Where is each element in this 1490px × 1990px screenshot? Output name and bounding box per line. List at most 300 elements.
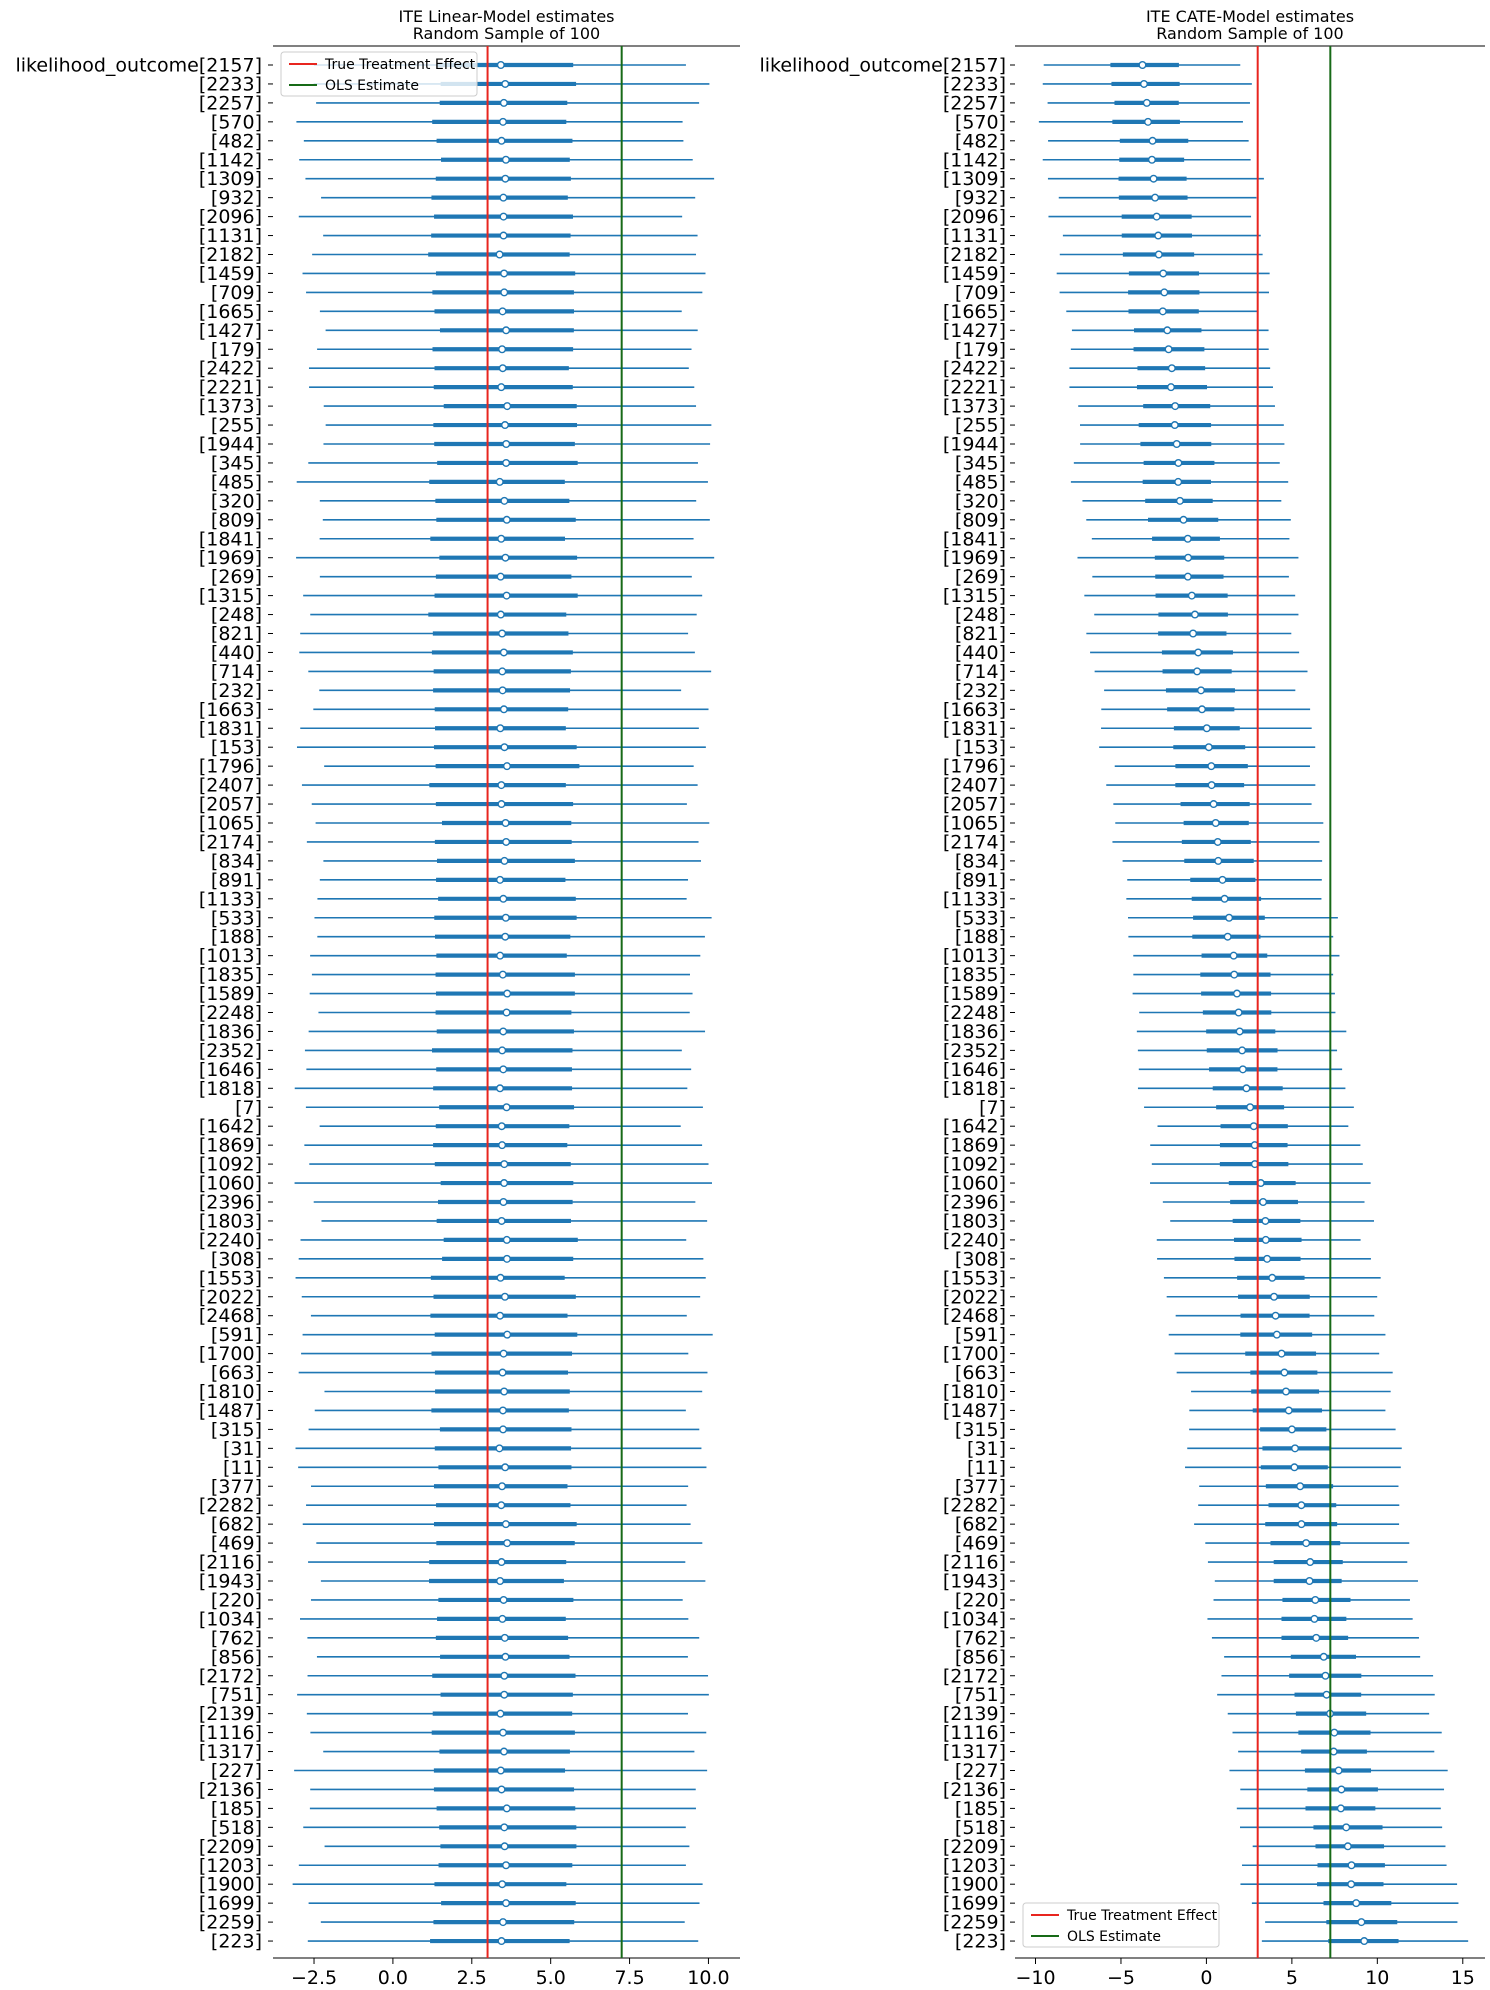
point-estimate <box>1208 763 1215 770</box>
y-tick-label: [2233] <box>198 73 262 96</box>
point-estimate <box>501 1824 508 1831</box>
point-estimate <box>503 441 510 448</box>
point-estimate <box>500 1028 507 1035</box>
point-estimate <box>498 801 505 808</box>
point-estimate <box>1224 933 1231 940</box>
y-tick-label: [1699] <box>198 1892 262 1915</box>
y-tick-label: [663] <box>954 1362 1006 1385</box>
y-tick-label: [1869] <box>198 1134 262 1157</box>
y-tick-label: [834] <box>210 850 262 873</box>
y-tick-label: [2221] <box>942 376 1006 399</box>
point-estimate <box>499 365 506 372</box>
point-estimate <box>1143 100 1150 107</box>
y-tick-label: [821] <box>210 623 262 645</box>
point-estimate <box>1190 630 1197 637</box>
y-tick-label: [2172] <box>198 1665 262 1688</box>
legend <box>1023 1903 1219 1947</box>
linear-model-panel <box>15 7 740 1989</box>
point-estimate <box>500 213 507 220</box>
point-estimate <box>1156 251 1163 258</box>
point-estimate <box>504 403 511 410</box>
point-estimate <box>501 270 508 277</box>
y-tick-label: [856] <box>210 1646 262 1669</box>
y-tick-label: [1133] <box>942 888 1006 911</box>
y-tick-label: [2136] <box>942 1778 1006 1801</box>
point-estimate <box>498 1786 505 1793</box>
point-estimate <box>498 1502 505 1509</box>
chart-subtitle: Random Sample of 100 <box>412 24 601 43</box>
point-estimate <box>501 1843 508 1850</box>
y-tick-label: [1969] <box>942 547 1006 570</box>
point-estimate <box>1185 573 1192 580</box>
x-tick-label: 15 <box>1450 1967 1475 1989</box>
y-tick-label: [1142] <box>198 149 262 172</box>
y-tick-label: [440] <box>954 641 1006 664</box>
point-estimate <box>504 1237 511 1244</box>
y-tick-label: [345] <box>954 452 1006 475</box>
point-estimate <box>1177 498 1184 505</box>
y-tick-label: [834] <box>954 850 1006 873</box>
y-tick-label: [2396] <box>942 1191 1006 1214</box>
point-estimate <box>502 914 509 921</box>
point-estimate <box>504 1540 511 1547</box>
point-estimate <box>1271 1293 1278 1300</box>
point-estimate <box>1152 194 1159 201</box>
x-tick-label: −10 <box>1015 1967 1056 1989</box>
y-tick-label: [533] <box>954 907 1006 930</box>
point-estimate <box>1172 403 1179 410</box>
y-tick-label: [1013] <box>942 945 1006 968</box>
point-estimate <box>1234 990 1241 997</box>
point-estimate <box>501 1388 508 1395</box>
point-estimate <box>1168 384 1175 391</box>
y-tick-label: [1900] <box>198 1873 262 1896</box>
point-estimate <box>496 251 503 258</box>
y-tick-label: [7] <box>235 1096 262 1119</box>
point-estimate <box>496 479 503 486</box>
y-tick-label: [1060] <box>198 1172 262 1195</box>
y-tick-label: [7] <box>979 1096 1006 1119</box>
point-estimate <box>1250 1123 1257 1130</box>
point-estimate <box>500 1199 507 1206</box>
point-estimate <box>500 232 507 239</box>
point-estimate <box>503 1805 510 1812</box>
point-estimate <box>1215 858 1222 865</box>
point-estimate <box>497 1312 504 1319</box>
y-tick-label: [1203] <box>198 1854 262 1877</box>
y-tick-label: [1553] <box>942 1267 1006 1290</box>
y-tick-label: [1116] <box>942 1722 1006 1745</box>
point-estimate <box>497 1085 504 1092</box>
point-estimate <box>503 1104 510 1111</box>
y-tick-label: [1835] <box>198 964 262 987</box>
point-estimate <box>499 668 506 675</box>
y-tick-label: [709] <box>954 281 1006 304</box>
y-tick-label: [751] <box>954 1684 1006 1707</box>
y-tick-label: [682] <box>954 1513 1006 1536</box>
y-tick-label: [762] <box>954 1627 1006 1650</box>
point-estimate <box>501 289 508 296</box>
x-tick-label: 10 <box>1365 1967 1390 1989</box>
point-estimate <box>499 308 506 315</box>
point-estimate <box>1269 1275 1276 1282</box>
point-estimate <box>1292 1445 1299 1452</box>
x-tick-label: 2.5 <box>456 1967 487 1989</box>
y-tick-label: likelihood_outcome[2157] <box>15 54 262 77</box>
y-tick-label: [2174] <box>942 831 1006 854</box>
point-estimate <box>1150 175 1157 182</box>
point-estimate <box>1361 1938 1368 1945</box>
point-estimate <box>501 100 508 107</box>
y-tick-label: [2233] <box>942 73 1006 96</box>
y-tick-label: [223] <box>210 1930 262 1953</box>
y-tick-label: [1944] <box>198 433 262 456</box>
y-tick-label: [2209] <box>942 1835 1006 1858</box>
point-estimate <box>502 1293 509 1300</box>
point-estimate <box>1210 801 1217 808</box>
y-tick-label: [2182] <box>942 244 1006 266</box>
point-estimate <box>501 744 508 751</box>
y-tick-label: [2136] <box>198 1778 262 1801</box>
y-tick-label: [227] <box>210 1760 262 1782</box>
point-estimate <box>1235 1009 1242 1016</box>
point-estimate <box>500 1426 507 1433</box>
point-estimate <box>497 573 504 580</box>
y-tick-label: [179] <box>210 338 262 361</box>
point-estimate <box>1175 479 1182 486</box>
point-estimate <box>504 1331 511 1338</box>
y-tick-label: [179] <box>954 338 1006 361</box>
point-estimate <box>1165 346 1172 353</box>
x-tick-label: 0 <box>1200 1967 1213 1989</box>
point-estimate <box>503 517 510 524</box>
y-tick-label: [2057] <box>942 793 1006 816</box>
point-estimate <box>1338 1786 1345 1793</box>
y-tick-label: [1665] <box>942 300 1006 323</box>
point-estimate <box>503 592 510 599</box>
point-estimate <box>1298 1521 1305 1528</box>
point-estimate <box>501 706 508 713</box>
point-estimate <box>501 649 508 656</box>
y-tick-label: [2282] <box>942 1494 1006 1517</box>
y-tick-label: [1309] <box>942 168 1006 191</box>
point-estimate <box>501 498 508 505</box>
point-estimate <box>1198 687 1205 694</box>
y-tick-label: [1646] <box>198 1058 262 1081</box>
legend <box>281 52 477 96</box>
y-tick-label: [2422] <box>198 357 262 380</box>
point-estimate <box>498 611 505 618</box>
y-tick-label: [591] <box>210 1324 262 1347</box>
point-estimate <box>500 194 507 201</box>
point-estimate <box>1298 1502 1305 1509</box>
y-tick-label: [1831] <box>942 717 1006 740</box>
point-estimate <box>499 630 506 637</box>
point-estimate <box>1171 422 1178 429</box>
point-estimate <box>503 1862 510 1869</box>
y-tick-label: [714] <box>210 660 262 683</box>
point-estimate <box>503 156 510 163</box>
point-estimate <box>502 175 509 182</box>
point-estimate <box>500 1729 507 1736</box>
y-tick-label: [591] <box>954 1324 1006 1347</box>
point-estimate <box>501 1161 508 1168</box>
y-tick-label: [185] <box>210 1797 262 1820</box>
y-tick-label: [153] <box>210 736 262 759</box>
point-estimate <box>498 1123 505 1130</box>
point-estimate <box>497 1275 504 1282</box>
y-tick-label: [682] <box>210 1513 262 1536</box>
chart-title: ITE CATE-Model estimates <box>1145 7 1355 26</box>
point-estimate <box>1189 592 1196 599</box>
y-tick-label: [1427] <box>198 319 262 342</box>
point-estimate <box>498 1938 505 1945</box>
chart-title: ITE Linear-Model estimates <box>398 7 615 26</box>
y-tick-label: [1700] <box>942 1343 1006 1366</box>
point-estimate <box>1199 706 1206 713</box>
x-tick-label: 5 <box>1285 1967 1298 1989</box>
point-estimate <box>499 1881 506 1888</box>
y-tick-label: [891] <box>954 869 1006 892</box>
point-estimate <box>498 1218 505 1225</box>
point-estimate <box>1320 1654 1327 1661</box>
point-estimate <box>1312 1597 1319 1604</box>
y-tick-label: [2407] <box>198 774 262 797</box>
y-tick-label: [320] <box>210 490 262 513</box>
point-estimate <box>1322 1672 1329 1679</box>
y-tick-label: [2407] <box>942 774 1006 797</box>
y-tick-label: [485] <box>954 471 1006 494</box>
y-tick-label: [1065] <box>198 812 262 835</box>
point-estimate <box>1169 365 1176 372</box>
point-estimate <box>1180 517 1187 524</box>
cate-model-panel <box>759 7 1485 1989</box>
x-tick-label: −2.5 <box>290 1967 338 1989</box>
y-tick-label: [2096] <box>942 206 1006 229</box>
y-tick-label: [1943] <box>198 1570 262 1593</box>
point-estimate <box>497 1710 504 1717</box>
point-estimate <box>1203 725 1210 732</box>
point-estimate <box>498 1559 505 1566</box>
point-estimate <box>1306 1578 1313 1585</box>
y-tick-label: [482] <box>210 130 262 153</box>
point-estimate <box>1214 839 1221 846</box>
point-estimate <box>1260 1199 1267 1206</box>
y-tick-label: [377] <box>210 1475 262 1498</box>
y-tick-label: [2240] <box>942 1229 1006 1252</box>
y-tick-label: [2468] <box>942 1305 1006 1328</box>
y-tick-label: [891] <box>210 869 262 892</box>
point-estimate <box>1205 744 1212 751</box>
y-tick-label: [2139] <box>942 1703 1006 1726</box>
point-estimate <box>1278 1350 1285 1357</box>
y-tick-label: [751] <box>210 1684 262 1707</box>
y-tick-label: [2396] <box>198 1191 262 1214</box>
point-estimate <box>1274 1331 1281 1338</box>
y-tick-label: [856] <box>954 1646 1006 1669</box>
point-estimate <box>502 422 509 429</box>
y-tick-label: [469] <box>954 1532 1006 1555</box>
point-estimate <box>499 687 506 694</box>
y-tick-label: [1663] <box>942 698 1006 721</box>
y-tick-label: [1373] <box>198 395 262 418</box>
y-tick-label: [1034] <box>198 1608 262 1631</box>
point-estimate <box>1155 232 1162 239</box>
point-estimate <box>1185 554 1192 561</box>
point-estimate <box>1149 156 1156 163</box>
y-tick-label: [308] <box>210 1248 262 1271</box>
y-tick-label: [2352] <box>942 1039 1006 1062</box>
y-tick-label: [1796] <box>198 755 262 778</box>
point-estimate <box>1348 1862 1355 1869</box>
point-estimate <box>499 1142 506 1149</box>
point-estimate <box>498 535 505 542</box>
point-estimate <box>1212 820 1219 827</box>
y-tick-label: [1969] <box>198 547 262 570</box>
y-tick-label: [1796] <box>942 755 1006 778</box>
y-tick-label: [31] <box>222 1437 262 1460</box>
point-estimate <box>500 119 507 126</box>
point-estimate <box>499 1483 506 1490</box>
point-estimate <box>500 1350 507 1357</box>
point-estimate <box>1149 138 1156 145</box>
chart-subtitle: Random Sample of 100 <box>1156 24 1344 43</box>
y-tick-label: [469] <box>210 1532 262 1555</box>
point-estimate <box>1173 441 1180 448</box>
y-tick-label: [11] <box>222 1456 262 1479</box>
y-tick-label: [518] <box>954 1816 1006 1839</box>
y-tick-label: [440] <box>210 641 262 664</box>
x-tick-label: 7.5 <box>614 1967 645 1989</box>
y-tick-label: [2257] <box>198 92 262 115</box>
y-tick-label: [320] <box>954 490 1006 513</box>
point-estimate <box>1285 1407 1292 1414</box>
y-tick-label: [2257] <box>942 92 1006 115</box>
point-estimate <box>497 877 504 884</box>
point-estimate <box>498 138 505 145</box>
point-estimate <box>500 1066 507 1073</box>
point-estimate <box>503 460 510 467</box>
y-tick-label: [533] <box>210 907 262 930</box>
y-tick-label: [223] <box>954 1930 1006 1953</box>
y-tick-label: [1131] <box>942 225 1006 248</box>
y-tick-label: [1092] <box>198 1153 262 1176</box>
point-estimate <box>1313 1635 1320 1642</box>
point-estimate <box>1231 971 1238 978</box>
y-tick-label: [518] <box>210 1816 262 1839</box>
y-tick-label: [227] <box>954 1760 1006 1782</box>
y-tick-label: [255] <box>210 414 262 437</box>
y-tick-label: [11] <box>966 1456 1006 1479</box>
point-estimate <box>501 1748 508 1755</box>
y-tick-label: [345] <box>210 452 262 475</box>
point-estimate <box>1221 896 1228 903</box>
point-estimate <box>1164 327 1171 334</box>
y-tick-label: [220] <box>954 1589 1006 1612</box>
x-tick-label: 5.0 <box>535 1967 566 1989</box>
y-tick-label: [153] <box>954 736 1006 759</box>
point-estimate <box>502 933 509 940</box>
point-estimate <box>499 1369 506 1376</box>
y-tick-label: [1116] <box>198 1722 262 1745</box>
y-tick-label: [1373] <box>942 395 1006 418</box>
y-tick-label: [570] <box>210 111 262 134</box>
point-estimate <box>500 1597 507 1604</box>
y-tick-label: [232] <box>954 679 1006 702</box>
point-estimate <box>1160 308 1167 315</box>
y-tick-label: [1836] <box>198 1020 262 1043</box>
y-tick-label: [1803] <box>942 1210 1006 1233</box>
legend-label: OLS Estimate <box>1067 1929 1161 1945</box>
y-tick-label: [762] <box>210 1627 262 1650</box>
point-estimate <box>1153 213 1160 220</box>
y-tick-label: [1092] <box>942 1153 1006 1176</box>
y-tick-label: [2282] <box>198 1494 262 1517</box>
y-tick-label: [482] <box>954 130 1006 153</box>
y-tick-label: [1642] <box>198 1115 262 1138</box>
point-estimate <box>1141 81 1148 88</box>
point-estimate <box>504 990 511 997</box>
y-tick-label: [1013] <box>198 945 262 968</box>
y-tick-label: [2209] <box>198 1835 262 1858</box>
y-tick-label: [1835] <box>942 964 1006 987</box>
point-estimate <box>1330 1748 1337 1755</box>
y-tick-label: [2259] <box>942 1911 1006 1934</box>
point-estimate <box>1239 1047 1246 1054</box>
y-tick-label: [269] <box>954 566 1006 589</box>
y-tick-label: [809] <box>210 509 262 532</box>
point-estimate <box>502 1654 509 1661</box>
point-estimate <box>1353 1900 1360 1907</box>
y-tick-label: [1427] <box>942 319 1006 342</box>
point-estimate <box>1307 1559 1314 1566</box>
y-tick-label: [1553] <box>198 1267 262 1290</box>
y-tick-label: [2172] <box>942 1665 1006 1688</box>
y-tick-label: [1943] <box>942 1570 1006 1593</box>
point-estimate <box>500 971 507 978</box>
y-tick-label: [1589] <box>198 983 262 1006</box>
point-estimate <box>1281 1369 1288 1376</box>
point-estimate <box>1247 1104 1254 1111</box>
point-estimate <box>503 839 510 846</box>
y-tick-label: [1315] <box>198 585 262 608</box>
y-tick-label: [2352] <box>198 1039 262 1062</box>
point-estimate <box>1192 611 1199 618</box>
point-estimate <box>1230 952 1237 959</box>
y-tick-label: [1060] <box>942 1172 1006 1195</box>
point-estimate <box>503 1900 510 1907</box>
point-estimate <box>498 62 505 69</box>
point-estimate <box>497 725 504 732</box>
y-tick-label: [2422] <box>942 357 1006 380</box>
legend-label: True Treatment Effect <box>1067 1908 1218 1924</box>
y-tick-label: [232] <box>210 679 262 702</box>
point-estimate <box>1175 460 1182 467</box>
y-tick-label: [1065] <box>942 812 1006 835</box>
point-estimate <box>1345 1843 1352 1850</box>
point-estimate <box>500 1407 507 1414</box>
point-estimate <box>502 81 509 88</box>
point-estimate <box>499 346 506 353</box>
point-estimate <box>1194 668 1201 675</box>
point-estimate <box>500 1919 507 1926</box>
point-estimate <box>1195 649 1202 656</box>
y-tick-label: [1869] <box>942 1134 1006 1157</box>
y-tick-label: [1646] <box>942 1058 1006 1081</box>
y-tick-label: [1487] <box>942 1399 1006 1422</box>
y-tick-label: [255] <box>954 414 1006 437</box>
point-estimate <box>501 1691 508 1698</box>
